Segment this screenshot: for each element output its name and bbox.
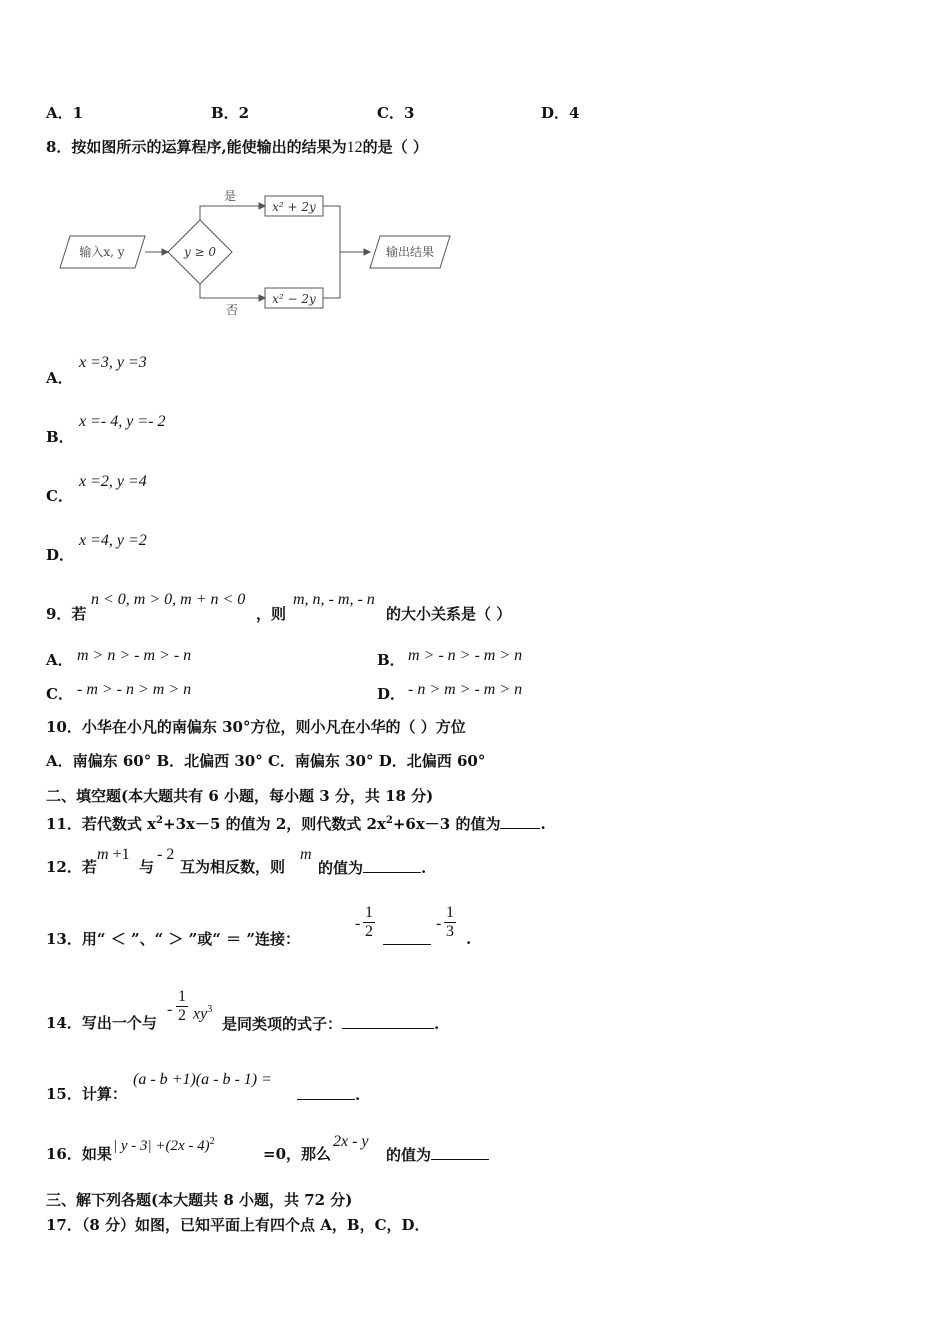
q8-option-a-label: A．: [46, 369, 73, 387]
q8-option-b-expr: x =- 4, y =- 2: [79, 413, 166, 430]
flow-yes-label: 是: [223, 189, 237, 203]
q8-option-d-label: D．: [46, 546, 75, 564]
q9-stem-c: 的大小关系是（ ）: [386, 605, 512, 623]
q9-option-d-label: D．: [377, 685, 406, 703]
q17-stem: 17．（8 分）如图，已知平面上有四个点 A，B，C，D．: [46, 1216, 430, 1234]
q9-option-c-label: C．: [46, 685, 73, 703]
q14-frac-1-2: $\frac{1}{2}$: [178, 988, 186, 1024]
q9-vars: m, n, - m, - n: [293, 591, 375, 608]
q12-expr-neg2: - 2: [157, 846, 175, 863]
q12-var-m: m: [300, 846, 312, 863]
q13-frac-1-2: $\frac{1}{2}$: [365, 904, 373, 940]
q9-option-d-expr: - n > m > - m > n: [408, 681, 523, 698]
q14-var-xy3: $xy^3$: [193, 1004, 213, 1023]
q15-expr: (a - b +1)(a - b - 1) =: [133, 1071, 272, 1088]
q16-mid: =0，那么: [263, 1145, 332, 1163]
flow-no-expr: x² − 2y: [272, 292, 316, 306]
flow-no-label: 否: [225, 303, 239, 317]
q13-end: .: [466, 930, 472, 948]
q12-c: 互为相反数，则: [180, 858, 286, 876]
q9-option-a-expr: m > n > - m > - n: [77, 647, 192, 664]
q16-blank[interactable]: [431, 1145, 489, 1160]
q14-blank[interactable]: [342, 1014, 434, 1029]
q7-option-b: B．2: [211, 104, 250, 122]
flow-yes-expr: x² + 2y: [272, 200, 316, 214]
flow-condition-label: y ≥ 0: [183, 245, 217, 259]
q8-option-b-label: B．: [46, 428, 74, 446]
q14-stem: 14．写出一个与: [46, 1014, 157, 1032]
q8-option-c-expr: x =2, y =4: [79, 473, 147, 490]
section-2-heading: 二、填空题(本大题共有 6 小题，每小题 3 分，共 18 分): [46, 787, 434, 805]
section-3-heading: 三、解下列各题(本大题共 8 小题，共 72 分): [46, 1191, 353, 1209]
q7-option-d: D．4: [541, 104, 580, 122]
q11-blank[interactable]: [500, 814, 540, 829]
q8-flowchart: [50, 180, 460, 325]
q10-options: A．南偏东 60° B．北偏西 30° C．南偏东 30° D．北偏西 60°: [46, 752, 486, 770]
q9-option-b-label: B．: [377, 651, 405, 669]
q9-stem-a: 9．若: [46, 605, 87, 623]
q10-stem: 10．小华在小凡的南偏东 30°方位，则小凡在小华的（ ）方位: [46, 718, 466, 736]
q8-option-a-expr: x =3, y =3: [79, 354, 147, 371]
q9-stem-b: ，则: [256, 605, 287, 623]
q8-option-c-label: C．: [46, 487, 73, 505]
q12-b: 与: [139, 858, 155, 876]
q13-neg1: -: [355, 915, 361, 932]
q16-stem: 16．如果: [46, 1145, 112, 1163]
q13-blank[interactable]: [383, 930, 431, 945]
q15-tail: .: [297, 1085, 360, 1104]
q11: 11．若代数式 $x^2+3x-5$ 的值为 2，则代数式 $2x^2+6x-3$ 的值为 .: [46, 815, 546, 833]
q16-expr2: 2x - y: [333, 1133, 369, 1150]
flow-input-label: 输入x, y: [79, 245, 125, 259]
q9-option-b-expr: m > - n > - m > n: [408, 647, 523, 664]
q16-expr: | y - 3| +(2x - 4)$^2$: [113, 1136, 215, 1154]
q8-stem: 8．按如图所示的运算程序,能使输出的结果为12的是（ ）: [46, 138, 428, 156]
q12-d: 的值为 .: [318, 859, 427, 877]
q13-neg2: -: [436, 915, 442, 932]
q9-condition: n < 0, m > 0, m + n < 0: [91, 591, 246, 608]
q8-option-d-expr: x =4, y =2: [79, 532, 147, 549]
q14-neg: -: [167, 1001, 173, 1018]
q9-option-c-expr: - m > - n > m > n: [77, 681, 192, 698]
q12-expr-m-plus-1: m +1: [97, 846, 130, 863]
q15-blank[interactable]: [297, 1085, 355, 1100]
q13-stem: 13．用“ ＜ ”、“ ＞ ”或“ ＝ ”连接：: [46, 930, 300, 948]
q13-blank-wrap: [383, 930, 431, 949]
q15-stem: 15．计算：: [46, 1085, 127, 1103]
flow-output-label: 输出结果: [385, 245, 435, 259]
q7-option-c: C．3: [377, 104, 415, 122]
q14-tail: 是同类项的式子： .: [222, 1015, 440, 1033]
q16-tail: 的值为: [386, 1145, 489, 1164]
q12-a: 12．若: [46, 858, 97, 876]
q7-option-a: A．1: [46, 104, 84, 122]
q13-frac-1-3: $\frac{1}{3}$: [446, 904, 454, 940]
q12-blank[interactable]: [363, 858, 421, 873]
q9-option-a-label: A．: [46, 651, 73, 669]
